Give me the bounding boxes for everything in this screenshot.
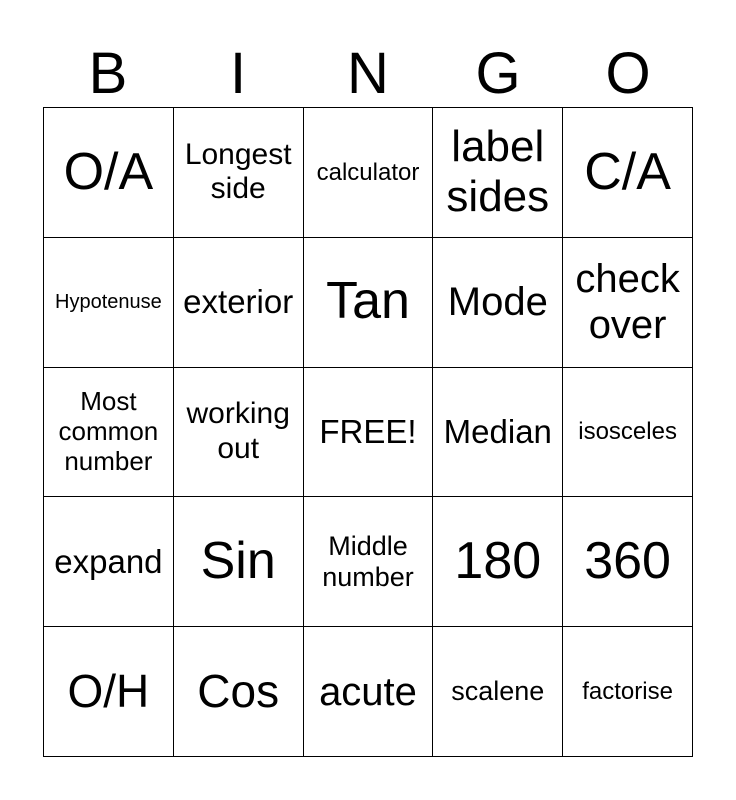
cell-label: Middle number [322, 530, 414, 592]
bingo-cell[interactable] [563, 627, 693, 757]
bingo-cell free-space[interactable] [304, 368, 434, 498]
cell-label: C/A [584, 142, 671, 201]
cell-label: scalene [451, 676, 545, 707]
cell-label: Tan [326, 272, 410, 331]
bingo-cell[interactable] [44, 627, 174, 757]
bingo-header [43, 40, 693, 108]
bingo-cell[interactable] [433, 108, 563, 238]
bingo-board [43, 107, 693, 757]
cell-label: Cos [197, 665, 280, 718]
cell-label: factorise [582, 677, 673, 705]
header-letter-g: G [475, 41, 521, 106]
bingo-cell[interactable] [304, 627, 434, 757]
cell-label: O/A [63, 142, 154, 201]
cell-label: Hypotenuse [55, 290, 162, 313]
cell-label: working out [186, 397, 290, 465]
bingo-cell[interactable] [563, 497, 693, 627]
bingo-cell[interactable] [174, 108, 304, 238]
bingo-cell[interactable] [433, 368, 563, 498]
cell-label: acute [319, 669, 417, 714]
bingo-cell[interactable] [174, 497, 304, 627]
cell-label: Sin [200, 531, 276, 590]
cell-label: FREE! [319, 413, 417, 451]
bingo-cell[interactable] [563, 238, 693, 368]
bingo-cell[interactable] [174, 238, 304, 368]
bingo-cell[interactable] [304, 108, 434, 238]
cell-label: Longest side [184, 137, 292, 206]
bingo-cell[interactable] [44, 108, 174, 238]
cell-label: Median [443, 413, 552, 451]
cell-label: label sides [446, 121, 550, 222]
bingo-cell[interactable] [44, 238, 174, 368]
bingo-cell[interactable] [563, 108, 693, 238]
cell-label: 180 [454, 531, 542, 590]
cell-label: Mode [447, 280, 548, 325]
bingo-cell[interactable] [304, 497, 434, 627]
cell-label: 360 [584, 531, 671, 590]
cell-label: O/H [67, 665, 150, 718]
bingo-cell[interactable] [304, 238, 434, 368]
bingo-cell[interactable] [174, 627, 304, 757]
bingo-cell[interactable] [44, 497, 174, 627]
bingo-cell[interactable] [433, 497, 563, 627]
header-letter-n: N [347, 41, 389, 106]
cell-label: expand [54, 542, 163, 580]
cell-label: isosceles [578, 418, 677, 446]
header-letter-b: B [88, 41, 128, 106]
cell-label: Most common number [58, 386, 159, 476]
bingo-cell[interactable] [563, 368, 693, 498]
bingo-cell[interactable] [433, 238, 563, 368]
cell-label: exterior [183, 283, 294, 321]
bingo-cell[interactable] [174, 368, 304, 498]
bingo-cell[interactable] [44, 368, 174, 498]
cell-label: calculator [316, 158, 420, 186]
header-letter-o: O [605, 41, 651, 106]
header-letter-i: I [229, 41, 247, 106]
bingo-cell[interactable] [433, 627, 563, 757]
cell-label: check over [575, 257, 680, 348]
